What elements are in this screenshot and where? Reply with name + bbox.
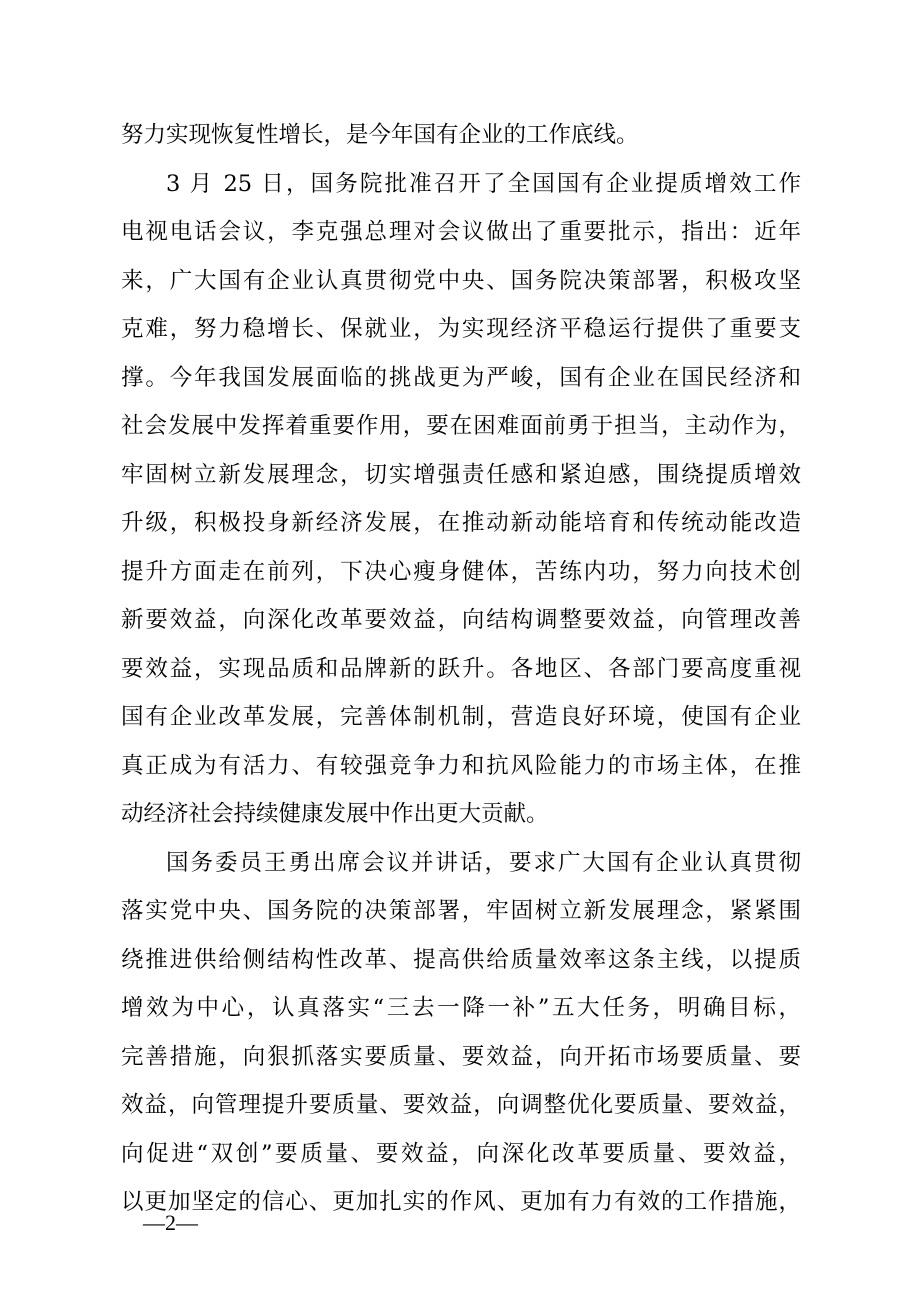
paragraph-line: 努力实现恢复性增长，是今年国有企业的工作底线。 (121, 122, 639, 148)
paragraph-line: 真正成为有活力、有较强竞争力和抗风险能力的市场主体，在推 (121, 753, 801, 779)
paragraph-line: 完善措施，向狠抓落实要质量、要效益，向开拓市场要质量、要 (121, 1044, 801, 1070)
paragraph-line: 效益，向管理提升要质量、要效益，向调整优化要质量、要效益， (121, 1092, 801, 1118)
paragraph-line: 牢固树立新发展理念，切实增强责任感和紧迫感，围绕提质增效 (121, 462, 801, 488)
paragraph-line: 向促进“双创”要质量、要效益，向深化改革要质量、要效益， (121, 1141, 801, 1167)
page-number: —2— (143, 1210, 198, 1235)
paragraph-line: 动经济社会持续健康发展中作出更大贡献。 (121, 801, 549, 827)
paragraph-line: 绕推进供给侧结构性改革、提高供给质量效率这条主线，以提质 (121, 947, 801, 973)
paragraph-line: 撑。今年我国发展面临的挑战更为严峻，国有企业在国民经济和 (121, 365, 801, 391)
paragraph-line: 增效为中心，认真落实“三去一降一补”五大任务，明确目标， (121, 995, 801, 1021)
paragraph-line: 升级，积极投身新经济发展，在推动新动能培育和传统动能改造 (121, 510, 801, 536)
paragraph-line: 以更加坚定的信心、更加扎实的作风、更加有力有效的工作措施， (121, 1189, 801, 1215)
paragraph-line: 提升方面走在前列，下决心瘦身健体，苦练内功，努力向技术创 (121, 559, 801, 585)
paragraph-line: 落实党中央、国务院的决策部署，牢固树立新发展理念，紧紧围 (121, 898, 801, 924)
paragraph-line: 电视电话会议，李克强总理对会议做出了重要批示，指出：近年 (121, 219, 801, 245)
paragraph-line: 来，广大国有企业认真贯彻党中央、国务院决策部署，积极攻坚 (121, 268, 801, 294)
paragraph-line: 3 月 25 日，国务院批准召开了全国国有企业提质增效工作 (166, 171, 801, 197)
paragraph-line: 国有企业改革发展，完善体制机制，营造良好环境，使国有企业 (121, 704, 801, 730)
paragraph-line: 克难，努力稳增长、保就业，为实现经济平稳运行提供了重要支 (121, 316, 801, 342)
paragraph-line: 社会发展中发挥着重要作用，要在困难面前勇于担当，主动作为， (121, 413, 801, 439)
paragraph-line: 国务委员王勇出席会议并讲话，要求广大国有企业认真贯彻 (166, 850, 801, 876)
paragraph-line: 新要效益，向深化改革要效益，向结构调整要效益，向管理改善 (121, 607, 801, 633)
paragraph-line: 要效益，实现品质和品牌新的跃升。各地区、各部门要高度重视 (121, 656, 801, 682)
